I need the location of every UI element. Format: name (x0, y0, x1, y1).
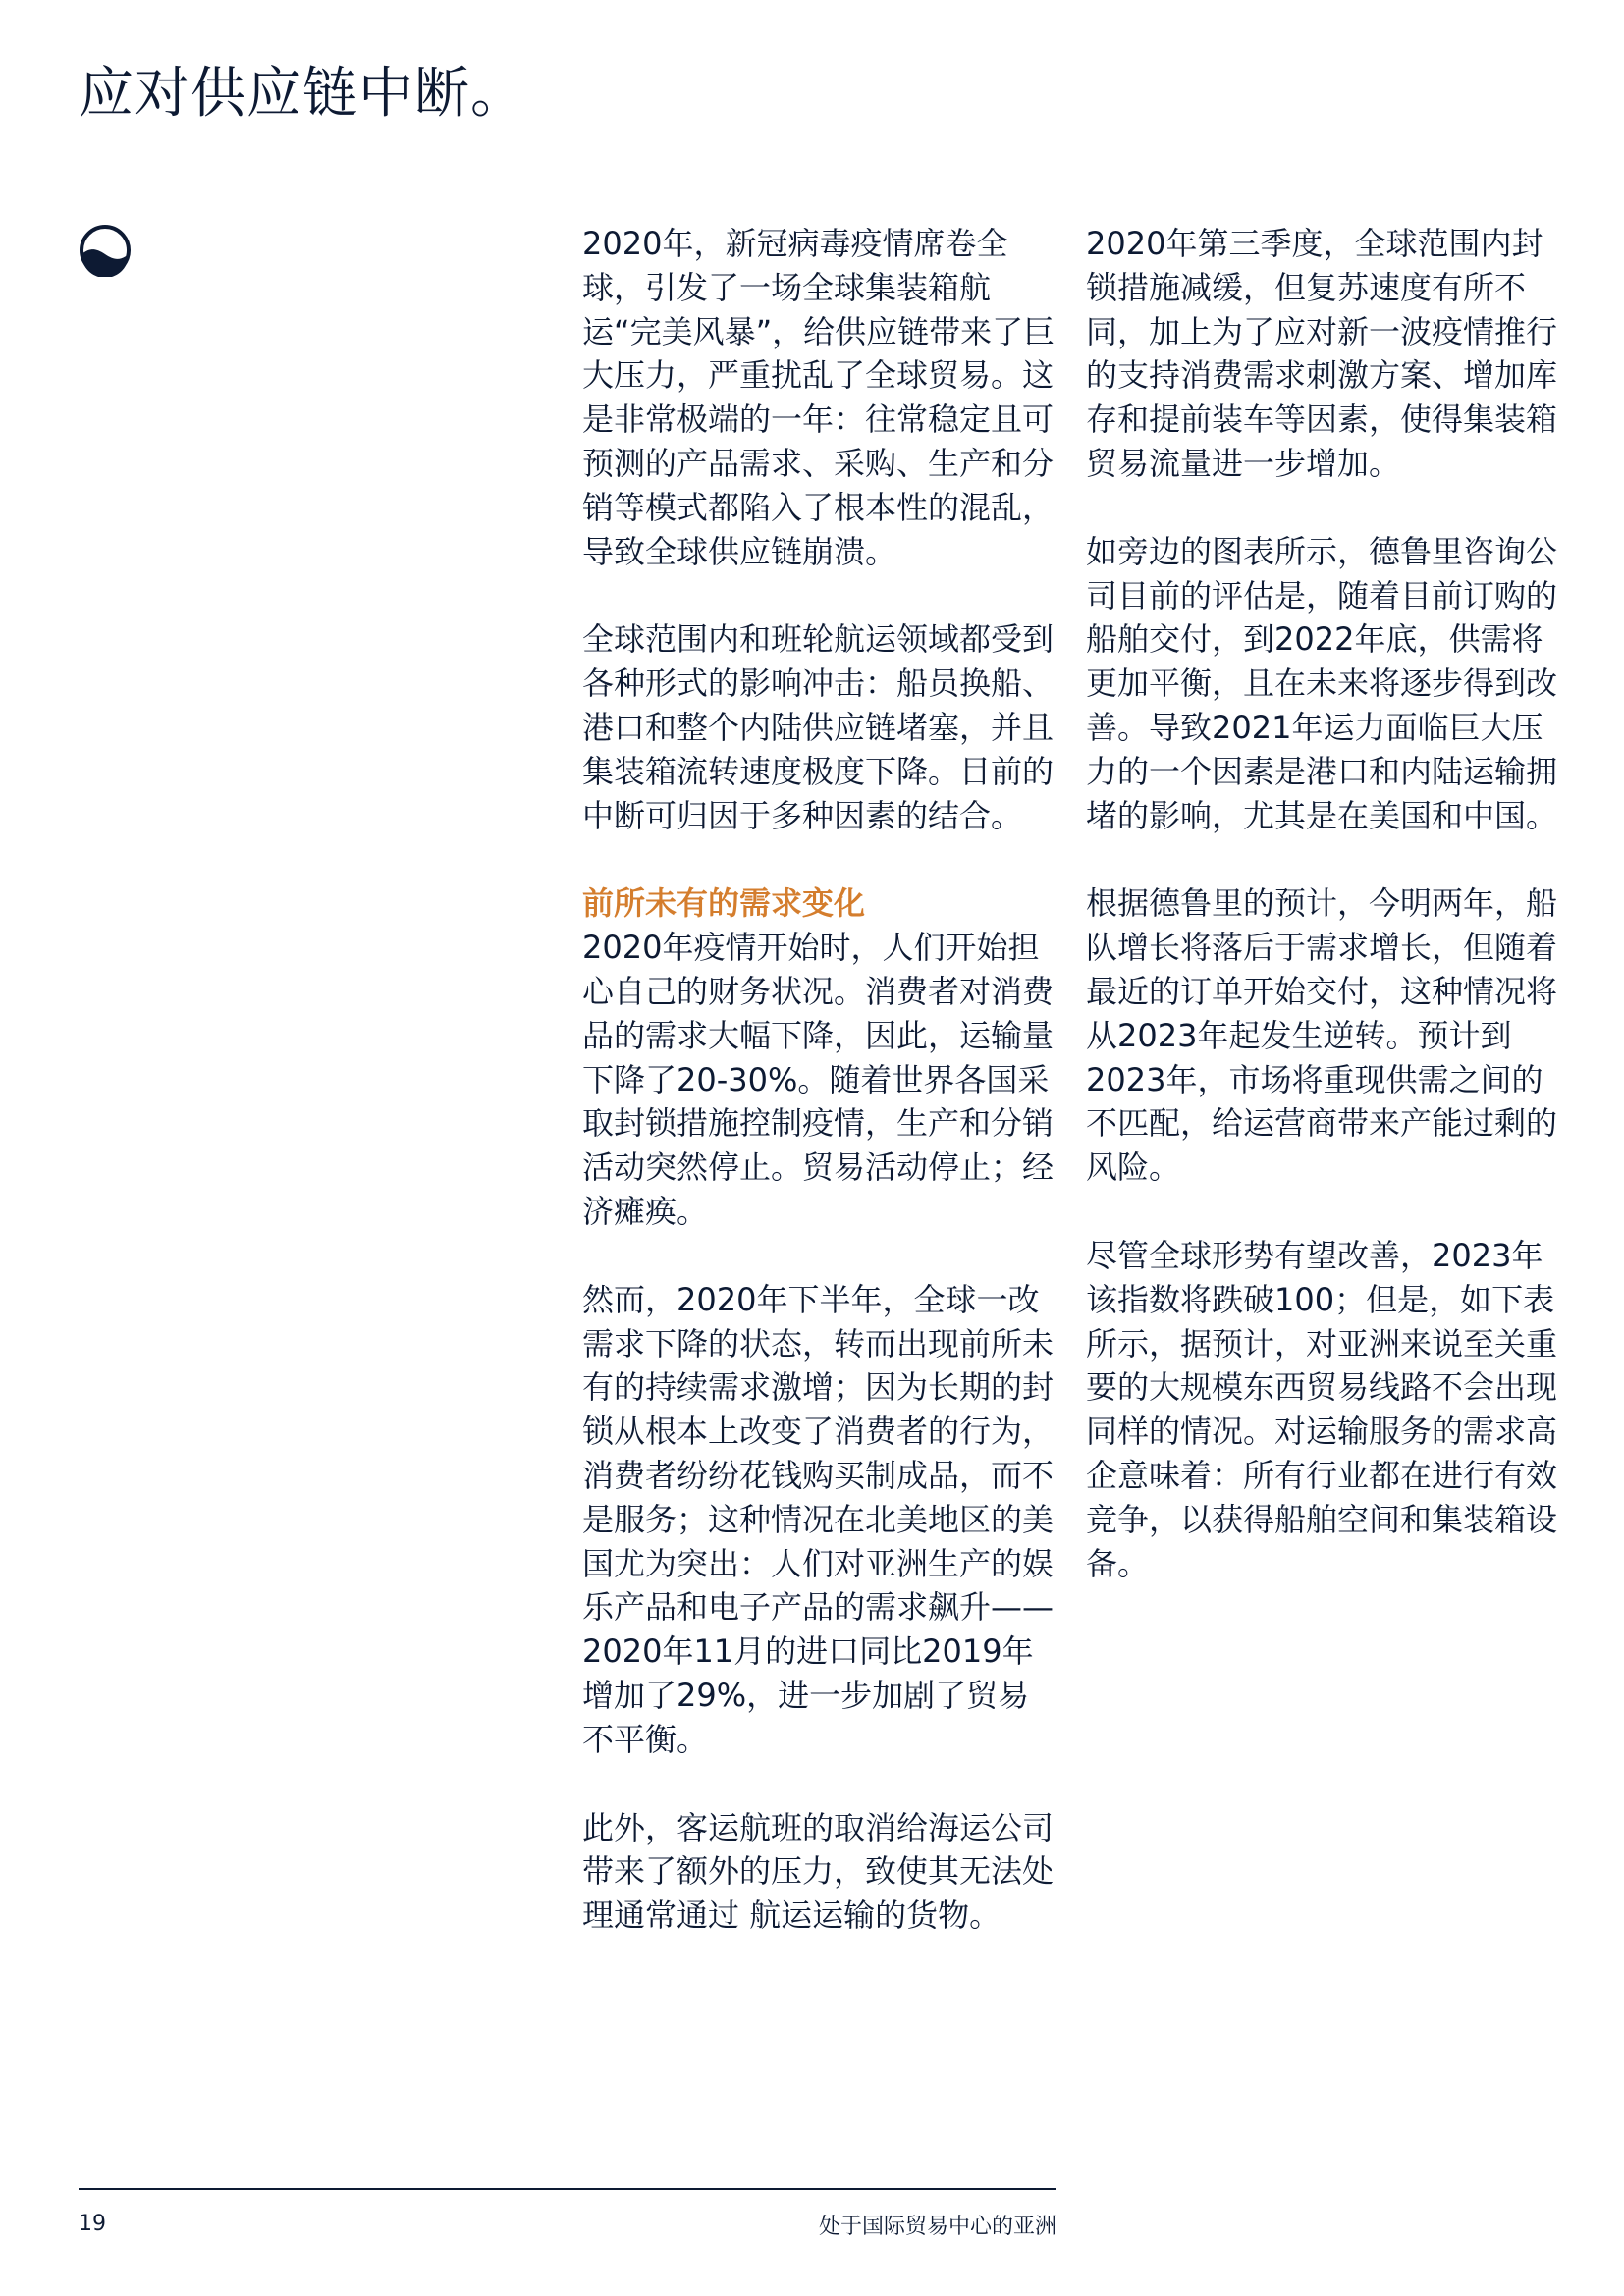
body-paragraph: 根据德鲁里的预计，今明两年，船队增长将落后于需求增长，但随着最近的订单开始交付，这种情况将从2023年起发生逆转。预计到2023年，市场将重现供需之间的不匹配，给运营商带来产能过剩的风险。 (1086, 884, 1558, 1187)
page-number: 19 (79, 2212, 106, 2236)
body-paragraph: 2020年疫情开始时，人们开始担心自己的财务状况。消费者对消费品的需求大幅下降，因此，运输量下降了20-30%。随着世界各国采取封锁措施控制疫情，生产和分销活动突然停止。贸易活动停止；经济瘫痪。 (582, 929, 1055, 1230)
body-paragraph: 2020年，新冠病毒疫情席卷全球，引发了一场全球集装箱航运“完美风暴”，给供应链带来了巨大压力，严重扰乱了全球贸易。这是非常极端的一年：往常稳定且可预测的产品需求、采购、生产和分销等模式都陷入了根本性的混乱，导致全球供应链崩溃。 (582, 225, 1056, 570)
right-text-column (1086, 222, 1559, 1629)
body-paragraph: 尽管全球形势有望改善，2023年该指数将跌破100；但是，如下表所示，据预计，对亚洲来说至关重要的大规模东西贸易线路不会出现同样的情况。对运输服务的需求高企意味着：所有行业都在进行有效竞争，以获得船舶空间和集装箱设备。 (1086, 1236, 1558, 1582)
page-title: 应对供应链中断。 (79, 62, 526, 126)
circle-wave-logo-icon (79, 224, 132, 277)
footer-divider (79, 2188, 1056, 2190)
body-paragraph: 2020年第三季度，全球范围内封锁措施减缓，但复苏速度有所不同，加上为了应对新一波疫情推行的支持消费需求刺激方案、增加库存和提前装车等因素，使得集装箱贸易流量进一步增加。 (1086, 225, 1558, 482)
running-footer-title: 处于国际贸易中心的亚洲 (818, 2215, 1056, 2239)
body-paragraph: 此外，客运航班的取消给海运公司带来了额外的压力，致使其无法处理通常通过 航运运输的货物。 (582, 1808, 1055, 1935)
body-paragraph: 全球范围内和班轮航运领域都受到各种形式的影响冲击：船员换船、港口和整个内陆供应链堵塞，并且集装箱流转速度极度下降。目前的中断可归因于多种因素的结合。 (582, 620, 1055, 834)
body-paragraph: 然而，2020年下半年，全球一改需求下降的状态，转而出现前所未有的持续需求激增；因为长期的封锁从根本上改变了消费者的行为，消费者纷纷花钱购买制成品，而不是服务；这种情况在北美地区的美国尤为突出：人们对亚洲生产的娱乐产品和电子产品的需求飙升——2020年11月的进口同比2019年增加了29%，进一步加剧了贸易不平衡。 (582, 1280, 1055, 1758)
left-text-column (582, 222, 1056, 1982)
body-paragraph: 如旁边的图表所示，德鲁里咨询公司目前的评估是，随着目前订购的船舶交付，到2022年底，供需将更加平衡，且在未来将逐步得到改善。导致2021年运力面临巨大压力的一个因素是港口和内陆运输拥堵的影响，尤其是在美国和中国。 (1086, 532, 1558, 834)
section-subheading: 前所未有的需求变化 (582, 884, 866, 923)
